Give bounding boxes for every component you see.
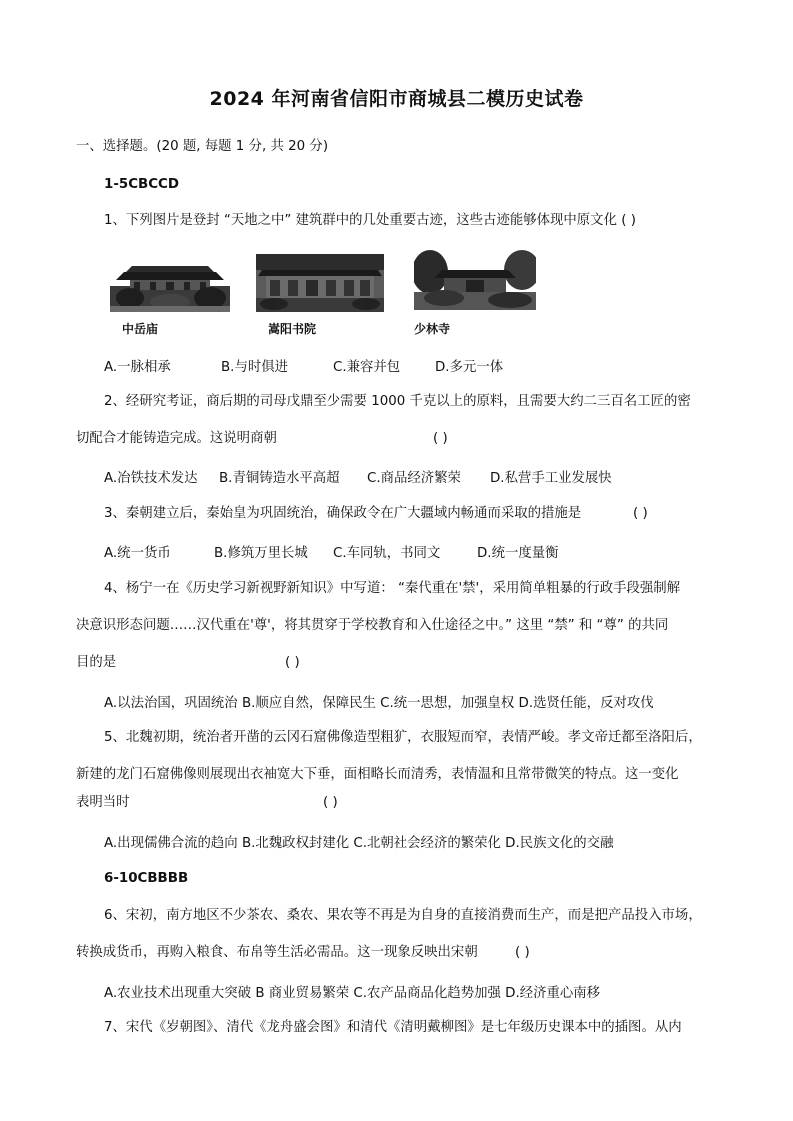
caption-shaolin-temple: 少林寺 bbox=[414, 322, 451, 336]
q6-stem-line2: 转换成货币，再购入粮食、布帛等生活必需品。这一现象反映出宋朝 bbox=[76, 945, 478, 960]
songyang-academy-photo bbox=[256, 254, 384, 312]
q2-option-b: B.青铜铸造水平高超 bbox=[219, 471, 340, 486]
q3-answer-bracket: ( ) bbox=[633, 506, 648, 521]
q5-options: A.出现儒佛合流的趋向 B.北魏政权封建化 C.北朝社会经济的繁荣化 D.民族文化的交融 bbox=[104, 836, 614, 851]
q3-option-c: C.车同轨，书同文 bbox=[333, 546, 441, 561]
page-title: 2024 年河南省信阳市商城县二模历史试卷 bbox=[209, 88, 584, 110]
q2-stem-line1: 2、经研究考证，商后期的司母戊鼎至少需要 1000 千克以上的原料，且需要大约二三百名工匠的密 bbox=[104, 394, 691, 409]
q2-option-c: C.商品经济繁荣 bbox=[367, 471, 461, 486]
q6-options: A.农业技术出现重大突破 B 商业贸易繁荣 C.农产品商品化趋势加强 D.经济重心南移 bbox=[104, 986, 601, 1001]
q2-stem-line2: 切配合才能铸造完成。这说明商朝 bbox=[76, 431, 277, 446]
q1-option-b: B.与时俱进 bbox=[221, 360, 289, 375]
q1-option-d: D.多元一体 bbox=[435, 360, 504, 375]
q3-option-d: D.统一度量衡 bbox=[477, 546, 559, 561]
q6-answer-bracket: ( ) bbox=[515, 945, 530, 960]
answer-key-1: 1-5CBCCD bbox=[104, 177, 179, 192]
q3-option-a: A.统一货币 bbox=[104, 546, 171, 561]
caption-songyang-academy: 嵩阳书院 bbox=[268, 322, 317, 336]
q5-stem-line2: 新建的龙门石窟佛像则展现出衣袖宽大下垂，面相略长而清秀，表情温和且常带微笑的特点。这一变化 bbox=[76, 767, 679, 782]
q3-stem: 3、秦朝建立后，秦始皇为巩固统治，确保政令在广大疆域内畅通而采取的措施是 bbox=[104, 506, 582, 521]
q4-stem-line3: 目的是 bbox=[76, 655, 117, 670]
section-heading: 一、选择题。(20 题, 每题 1 分, 共 20 分) bbox=[76, 139, 329, 154]
zhongyue-temple-photo bbox=[110, 260, 230, 312]
q4-options: A.以法治国，巩固统治 B.顺应自然，保障民生 C.统一思想，加强皇权 D.选贤任能，反对攻伐 bbox=[104, 696, 654, 711]
caption-zhongyue-temple: 中岳庙 bbox=[122, 322, 159, 336]
q4-answer-bracket: ( ) bbox=[285, 655, 300, 670]
q5-stem-line3: 表明当时 bbox=[76, 795, 130, 810]
q2-option-d: D.私营手工业发展快 bbox=[490, 471, 612, 486]
q6-stem-line1: 6、宋初，南方地区不少茶农、桑农、果农等不再是为自身的直接消费而生产，而是把产品投入市场， bbox=[104, 908, 702, 923]
q4-stem-line1: 4、杨宁一在《历史学习新视野新知识》中写道： “秦代重在'禁'，采用简单粗暴的行政手段强制解 bbox=[104, 581, 681, 596]
q4-stem-line2: 决意识形态问题……汉代重在'尊'，将其贯穿于学校教育和入仕途径之中。” 这里 “禁” 和 “尊” 的共同 bbox=[76, 618, 669, 633]
q5-stem-line1: 5、北魏初期，统治者开凿的云冈石窟佛像造型粗犷，衣服短而窄，表情严峻。孝文帝迁都至洛阳后， bbox=[104, 730, 702, 745]
q2-answer-bracket: ( ) bbox=[433, 431, 448, 446]
q3-option-b: B.修筑万里长城 bbox=[214, 546, 308, 561]
shaolin-temple-photo bbox=[414, 250, 536, 310]
q5-answer-bracket: ( ) bbox=[323, 795, 338, 810]
q7-stem-line1: 7、宋代《岁朝图》、清代《龙舟盛会图》和清代《清明戴柳图》是七年级历史课本中的插图。从内 bbox=[104, 1020, 682, 1035]
q1-stem: 1、下列图片是登封 “天地之中” 建筑群中的几处重要古迹，这些古迹能够体现中原文化 ( ) bbox=[104, 213, 636, 228]
answer-key-2: 6-10CBBBB bbox=[104, 871, 189, 886]
q1-option-c: C.兼容并包 bbox=[333, 360, 401, 375]
q2-option-a: A.冶铁技术发达 bbox=[104, 471, 198, 486]
q1-option-a: A.一脉相承 bbox=[104, 360, 171, 375]
